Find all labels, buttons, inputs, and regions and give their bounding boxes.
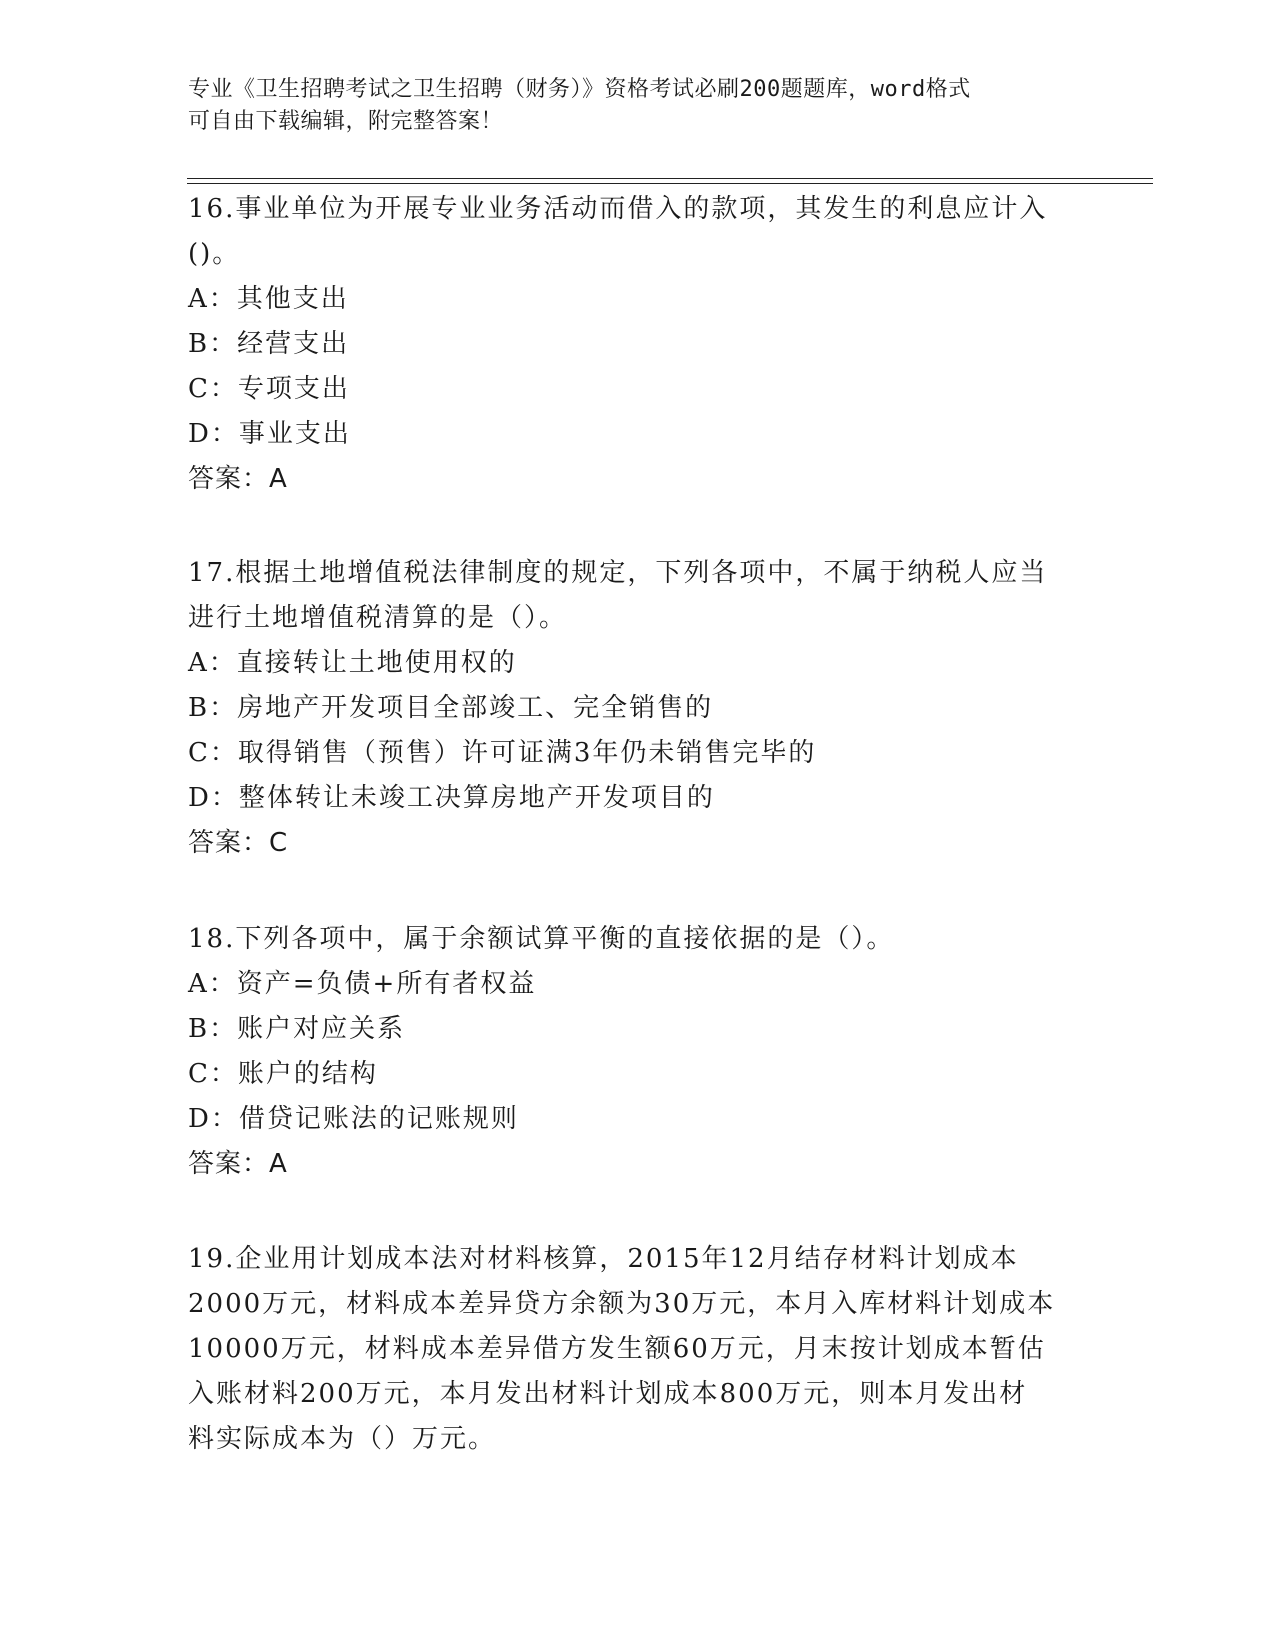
option-c: C：账户的结构: [188, 1059, 378, 1089]
option-d: D：事业支出: [188, 419, 351, 449]
question-stem-line: 16.事业单位为开展专业业务活动而借入的款项，其发生的利息应计入: [188, 194, 1048, 224]
question-17: [188, 551, 1088, 866]
option-c: C：取得销售（预售）许可证满3年仍未销售完毕的: [188, 738, 817, 768]
question-stem-line: 入账材料200万元，本月发出材料计划成本800万元，则本月发出材: [188, 1379, 1028, 1409]
question-stem-line: ()。: [188, 239, 241, 269]
question-stem-line: 2000万元，材料成本差异贷方余额为30万元，本月入库材料计划成本: [188, 1289, 1056, 1319]
question-19: [188, 1237, 1088, 1462]
header-title-line-2: 可自由下载编辑，附完整答案！: [188, 109, 504, 134]
answer-line: 答案：A: [188, 464, 288, 494]
option-a: A：资产=负债+所有者权益: [188, 969, 537, 999]
option-a: A：其他支出: [188, 284, 349, 314]
header-divider-bottom: [187, 183, 1153, 184]
header-divider-top: [187, 178, 1153, 179]
answer-line: 答案：C: [188, 828, 289, 858]
question-stem-line: 料实际成本为（）万元。: [188, 1424, 497, 1454]
question-stem-line: 10000万元，材料成本差异借方发生额60万元，月末按计划成本暂估: [188, 1334, 1046, 1364]
option-b: B：经营支出: [188, 329, 350, 359]
answer-line: 答案：A: [188, 1149, 288, 1179]
question-18: [188, 917, 1088, 1187]
document-header: [188, 74, 1068, 138]
option-c: C：专项支出: [188, 374, 350, 404]
question-stem-line: 17.根据土地增值税法律制度的规定，下列各项中，不属于纳税人应当: [188, 558, 1048, 588]
option-d: D：借贷记账法的记账规则: [188, 1104, 519, 1134]
question-stem-line: 18.下列各项中，属于余额试算平衡的直接依据的是（）。: [188, 924, 895, 954]
option-b: B：房地产开发项目全部竣工、完全销售的: [188, 693, 714, 723]
option-a: A：直接转让土地使用权的: [188, 648, 517, 678]
header-title-line-1: 专业《卫生招聘考试之卫生招聘（财务）》资格考试必刷200题题库，word格式: [188, 77, 971, 102]
question-stem-line: 进行土地增值税清算的是（）。: [188, 603, 568, 633]
option-b: B：账户对应关系: [188, 1014, 406, 1044]
question-stem-line: 19.企业用计划成本法对材料核算，2015年12月结存材料计划成本: [188, 1244, 1019, 1274]
option-d: D：整体转让未竣工决算房地产开发项目的: [188, 783, 715, 813]
question-16: [188, 187, 1088, 502]
